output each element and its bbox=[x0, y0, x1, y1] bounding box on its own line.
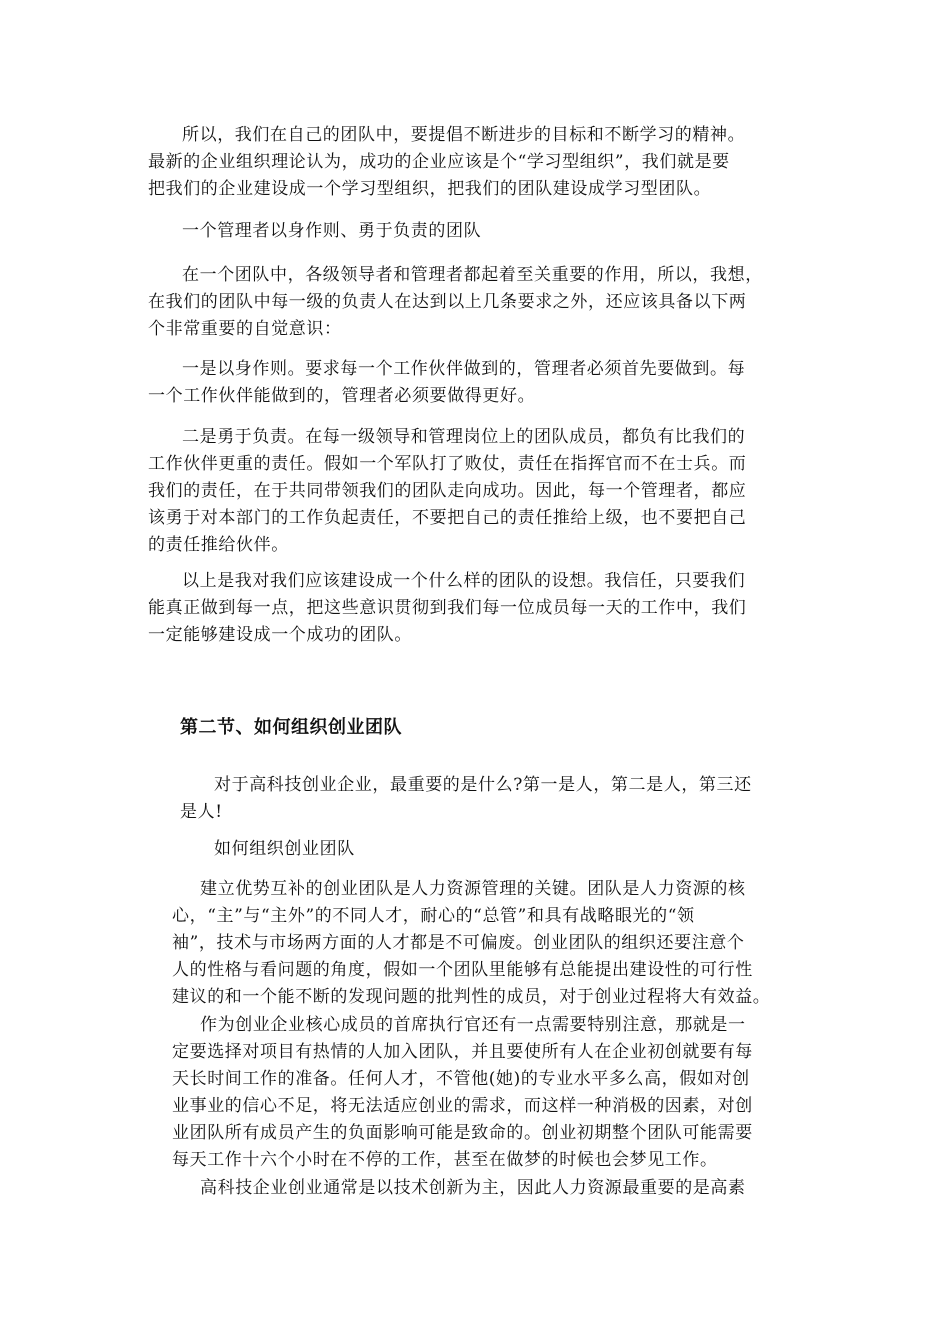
text-line: 建立优势互补的创业团队是人力资源管理的关键。团队是人力资源的核 bbox=[200, 879, 746, 899]
text-line: 在我们的团队中每一级的负责人在达到以上几条要求之外，还应该具备以下两 bbox=[148, 292, 747, 312]
text-line: 作为创业企业核心成员的首席执行官还有一点需要特别注意，那就是一 bbox=[200, 1015, 746, 1035]
text-line: 以上是我对我们应该建设成一个什么样的团队的设想。我信任，只要我们 bbox=[182, 571, 746, 591]
paragraph-subheading-organize bbox=[180, 836, 810, 863]
text-line: 心，“主”与“主外”的不同人才，耐心的“总管”和具有战略眼光的“领 bbox=[172, 906, 695, 926]
text-line: 一个工作伙伴能做到的，管理者必须要做得更好。 bbox=[148, 386, 536, 406]
text-line: 工作伙伴更重的责任。假如一个军队打了败仗，责任在指挥官而不在士兵。而 bbox=[148, 454, 747, 474]
text-line: 二是勇于负责。在每一级领导和管理岗位上的团队成员，都负有比我们的 bbox=[182, 427, 746, 447]
text-line: 一是以身作则。要求每一个工作伙伴做到的，管理者必须首先要做到。每 bbox=[182, 359, 746, 379]
text-line: 对于高科技创业企业，最重要的是什么?第一是人，第二是人，第三还 bbox=[214, 775, 752, 795]
text-line: 该勇于对本部门的工作负起责任，不要把自己的责任推给上级，也不要把自己 bbox=[148, 508, 747, 528]
text-line: 高科技企业创业通常是以技术创新为主，因此人力资源最重要的是高素 bbox=[200, 1178, 746, 1198]
text-line: 是人! bbox=[180, 802, 223, 822]
text-line: 人的性格与看问题的角度，假如一个团队里能够有总能提出建设性的可行性 bbox=[172, 960, 753, 980]
text-line: 我们的责任，在于共同带领我们的团队走向成功。因此，每一个管理者，都应 bbox=[148, 481, 747, 501]
text-line: 建议的和一个能不断的发现问题的批判性的成员，对于创业过程将大有效益。 bbox=[172, 987, 771, 1007]
text-line: 如何组织创业团队 bbox=[214, 839, 355, 859]
paragraph-lead-by-example bbox=[148, 356, 808, 410]
paragraph-leaders-role bbox=[148, 262, 808, 343]
text-line: 能真正做到每一点，把这些意识贯彻到我们每一位成员每一天的工作中，我们 bbox=[148, 598, 747, 618]
paragraph-subheading-leaders bbox=[148, 218, 808, 245]
text-line: 定要选择对项目有热情的人加入团队，并且要使所有人在企业初创就要有每 bbox=[172, 1042, 753, 1062]
text-line: 在一个团队中，各级领导者和管理者都起着至关重要的作用，所以，我想， bbox=[182, 265, 763, 285]
text-line: 袖”，技术与市场两方面的人才都是不可偏废。创业团队的组织还要注意个 bbox=[172, 933, 745, 953]
paragraph-learning-organization bbox=[148, 122, 808, 203]
text-line: 所以，我们在自己的团队中，要提倡不断进步的目标和不断学习的精神。 bbox=[182, 125, 746, 145]
text-line: 每天工作十六个小时在不停的工作，甚至在做梦的时候也会梦见工作。 bbox=[172, 1150, 718, 1170]
paragraph-conclusion bbox=[148, 568, 808, 649]
text-line: 最新的企业组织理论认为，成功的企业应该是个“学习型组织”，我们就是要 bbox=[148, 152, 730, 172]
paragraph-ceo-note bbox=[172, 1012, 812, 1174]
text-line: 一个管理者以身作则、勇于负责的团队 bbox=[182, 221, 482, 241]
text-line: 的责任推给伙伴。 bbox=[148, 535, 289, 555]
paragraph-complementary-team bbox=[172, 876, 812, 1011]
text-line: 个非常重要的自觉意识： bbox=[148, 319, 342, 339]
paragraph-responsibility bbox=[148, 424, 808, 559]
text-line: 天长时间工作的准备。任何人才，不管他(她)的专业水平多么高，假如对创 bbox=[172, 1069, 750, 1089]
text-line: 把我们的企业建设成一个学习型组织，把我们的团队建设成学习型团队。 bbox=[148, 179, 712, 199]
text-line: 一定能够建设成一个成功的团队。 bbox=[148, 625, 412, 645]
text-line: 业事业的信心不足，将无法适应创业的需求，而这样一种消极的因素，对创 bbox=[172, 1096, 753, 1116]
section-heading: 第二节、如何组织创业团队 bbox=[180, 717, 402, 738]
paragraph-tech-innovation bbox=[172, 1175, 812, 1202]
paragraph-most-important bbox=[180, 772, 810, 826]
text-line: 业团队所有成员产生的负面影响可能是致命的。创业初期整个团队可能需要 bbox=[172, 1123, 753, 1143]
